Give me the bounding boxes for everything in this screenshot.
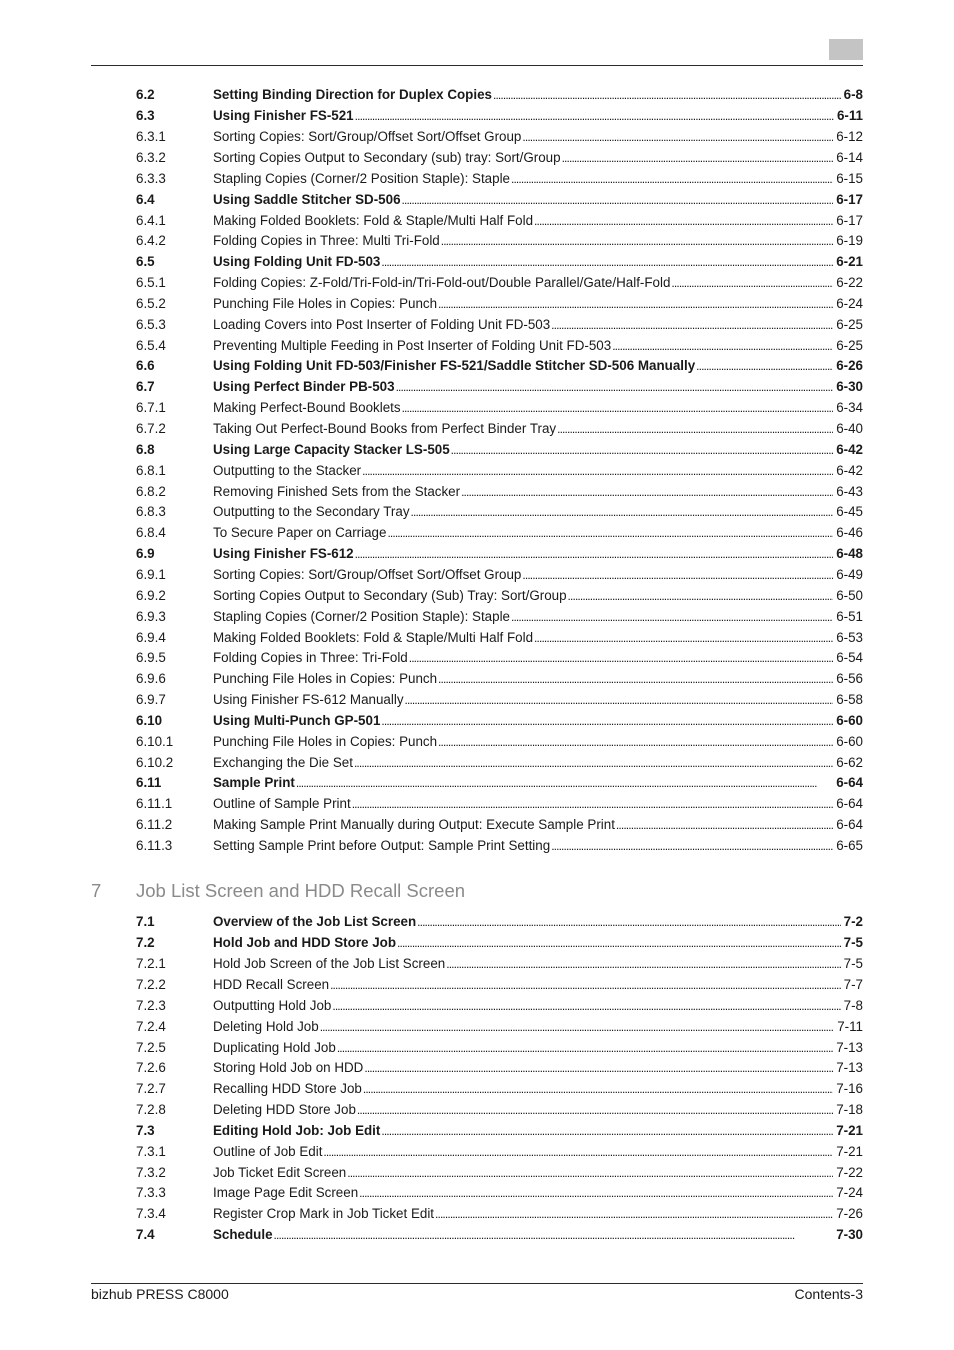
toc-entry[interactable] [136,377,863,398]
toc-entry-title[interactable]: Outline of Sample Print [213,796,351,812]
toc-entry-page[interactable]: 7-13 [836,1039,863,1055]
dot-leader [411,502,834,522]
toc-entry-title[interactable]: Using Finisher FS-612 [213,546,354,562]
dot-leader [511,607,833,627]
toc-entry[interactable] [136,1141,863,1162]
toc-entry-number: 6.5.2 [136,295,166,311]
toc-entry-title[interactable]: Storing Hold Job on HDD [213,1060,364,1076]
toc-entry-number: 6.5.1 [136,275,166,291]
toc-entry[interactable] [136,252,863,273]
toc-entry-page[interactable]: 6-51 [836,608,863,624]
toc-entry-number: 6.4.2 [136,233,166,249]
toc-entry[interactable] [136,1037,863,1058]
header-rule [91,65,863,66]
toc-entry-page[interactable]: 7-24 [836,1185,863,1201]
toc-entry[interactable] [136,502,863,523]
toc-entry-title[interactable]: Preventing Multiple Feeding in Post Inserter of Folding Unit FD-503 [213,337,612,353]
toc-entry-page[interactable]: 6-21 [836,254,863,270]
toc-entry-number: 7.2.1 [136,956,166,972]
toc-entry-title[interactable]: Hold Job and HDD Store Job [213,935,397,951]
toc-entry-page[interactable]: 6-58 [836,692,863,708]
toc-entry[interactable] [136,85,863,106]
toc-entry-title[interactable]: Exchanging the Die Set [213,754,353,770]
toc-entry-number: 7.2.8 [136,1102,166,1118]
toc-entry-title[interactable]: Stapling Copies (Corner/2 Position Staple): Staple [213,170,510,186]
toc-entry[interactable] [136,294,863,315]
toc-entry-page[interactable]: 6-25 [836,316,863,332]
toc-entry[interactable] [136,356,863,377]
dot-leader [337,1038,833,1058]
toc-entry-title[interactable]: Making Folded Booklets: Fold & Staple/Multi Half Fold [213,629,534,645]
toc-entry-page[interactable]: 6-17 [836,191,863,207]
toc-entry-title[interactable]: Recalling HDD Store Job [213,1081,362,1097]
toc-entry[interactable] [136,189,863,210]
toc-entry[interactable] [136,231,863,252]
toc-entry-page[interactable]: 6-26 [836,358,863,374]
toc-entry-page[interactable]: 7-16 [836,1081,863,1097]
dot-leader [534,628,833,648]
toc-entry[interactable] [136,711,863,732]
toc-entry-title[interactable]: Outputting to the Secondary Tray [213,504,410,520]
toc-entry[interactable] [136,995,863,1016]
toc-entry-number: 6.11.2 [136,817,173,833]
dot-leader [396,377,834,397]
toc-entry-number: 6.11.3 [136,838,173,854]
dot-leader [359,1183,833,1203]
toc-entry-title[interactable]: Making Sample Print Manually during Output: Execute Sample Print [213,817,615,833]
toc-entry-title[interactable]: Job Ticket Edit Screen [213,1164,347,1180]
dot-leader [405,690,834,710]
toc-entry-number: 6.4 [136,191,155,207]
toc-entry[interactable] [136,1100,863,1121]
dot-leader [451,440,834,460]
toc-entry-number: 7.1 [136,914,155,930]
dot-leader [387,523,833,543]
toc-entry-page[interactable]: 7-11 [837,1018,863,1034]
toc-entry[interactable] [136,148,863,169]
toc-entry-page[interactable]: 6-60 [836,712,863,728]
toc-entry-number: 6.3.3 [136,170,166,186]
toc-entry[interactable] [136,1183,863,1204]
toc-entry[interactable] [136,690,863,711]
dot-leader [557,419,833,439]
toc-entry[interactable] [136,1079,863,1100]
dot-leader [446,954,840,974]
toc-entry-page[interactable]: 6-64 [836,775,863,791]
toc-entry-title[interactable]: Setting Binding Direction for Duplex Copies [213,87,492,103]
toc-entry-number: 6.3.2 [136,149,166,165]
toc-entry-page[interactable]: 6-56 [836,671,863,687]
footer-product-name: bizhub PRESS C8000 [91,1286,229,1302]
toc-entry-number: 6.2 [136,87,155,103]
toc-entry-number: 6.9.6 [136,671,166,687]
toc-entry-number: 6.7.2 [136,421,166,437]
toc-entry-page[interactable]: 7-26 [836,1206,863,1222]
toc-entry-page[interactable]: 6-46 [836,525,863,541]
toc-entry-title[interactable]: Sample Print [213,775,295,791]
dot-leader [562,148,834,168]
toc-entry[interactable] [136,836,863,857]
toc-entry-page[interactable]: 6-42 [836,441,863,457]
toc-entry[interactable] [136,1162,863,1183]
dot-leader [435,1204,833,1224]
dot-leader [438,294,833,314]
toc-entry-page[interactable]: 7-22 [836,1164,863,1180]
dot-leader [534,211,833,231]
toc-entry-title[interactable]: Hold Job Screen of the Job List Screen [213,956,446,972]
toc-entry-number: 6.11 [136,775,162,791]
dot-leader [320,1017,834,1037]
toc-entry-number: 7.2.7 [136,1081,166,1097]
toc-entry[interactable] [136,106,863,127]
toc-entry-number: 6.8.2 [136,483,166,499]
toc-entry-title[interactable]: Using Large Capacity Stacker LS-505 [213,441,450,457]
toc-entry-page[interactable]: 6-17 [836,212,863,228]
toc-entry-number: 6.11.1 [136,796,173,812]
toc-entry-page[interactable]: 6-49 [836,566,863,582]
toc-entry-page[interactable]: 6-22 [836,275,863,291]
dot-leader [364,1058,833,1078]
toc-entry[interactable] [136,752,863,773]
toc-entry[interactable] [136,565,863,586]
toc-entry[interactable] [136,1204,863,1225]
dot-leader [362,461,833,481]
toc-entry-title[interactable]: Using Perfect Binder PB-503 [213,379,395,395]
toc-entry-page[interactable]: 6-48 [836,546,863,562]
toc-entry-number: 6.10 [136,712,163,728]
toc-entry-number: 7.2.5 [136,1039,166,1055]
dot-leader [330,975,841,995]
dot-leader [296,773,833,793]
toc-entry-number: 7.3.3 [136,1185,166,1201]
toc-entry-page[interactable]: 7-21 [836,1143,863,1159]
toc-entry-page[interactable]: 6-62 [836,754,863,770]
toc-entry[interactable] [136,933,863,954]
footer-rule [91,1283,863,1284]
dot-leader [511,169,833,189]
toc-entry-title[interactable]: Using Finisher FS-521 [213,108,354,124]
toc-entry-number: 6.5.4 [136,337,166,353]
toc-entry[interactable] [136,1058,863,1079]
toc-entry-number: 6.4.1 [136,212,166,228]
toc-entry[interactable] [136,460,863,481]
toc-entry-page[interactable]: 7-30 [836,1227,863,1243]
toc-entry[interactable] [136,606,863,627]
toc-entry-number: 6.8.3 [136,504,166,520]
toc-entry-page[interactable]: 6-19 [836,233,863,249]
dot-leader [402,398,834,418]
dot-leader [612,336,833,356]
toc-entry-title[interactable]: Making Folded Booklets: Fold & Staple/Multi Half Fold [213,212,534,228]
toc-entry-title[interactable]: Stapling Copies (Corner/2 Position Staple): Staple [213,608,510,624]
toc-entry[interactable] [136,669,863,690]
toc-entry-title[interactable]: Folding Copies in Three: Tri-Fold [213,650,408,666]
toc-entry-page[interactable]: 6-65 [836,838,863,854]
dot-leader [461,482,833,502]
dot-leader [357,1100,833,1120]
dot-leader [332,996,840,1016]
dot-leader [417,912,840,932]
toc-entry-title[interactable]: Using Folding Unit FD-503/Finisher FS-521/Saddle Stitcher SD-506 Manually [213,358,696,374]
toc-entry-title[interactable]: Loading Covers into Post Inserter of Folding Unit FD-503 [213,316,551,332]
toc-entry-page[interactable]: 6-43 [836,483,863,499]
dot-leader [274,1225,834,1245]
dot-leader [323,1142,833,1162]
dot-leader [568,586,834,606]
toc-entry-title[interactable]: Editing Hold Job: Job Edit [213,1122,381,1138]
toc-entry-number: 7.2.2 [136,976,166,992]
toc-entry[interactable] [136,1016,863,1037]
toc-entry-page[interactable]: 6-45 [836,504,863,520]
toc-entry-title[interactable]: Folding Copies in Three: Multi Tri-Fold [213,233,440,249]
toc-entry-title[interactable]: Using Saddle Stitcher SD-506 [213,191,401,207]
toc-entry-title[interactable]: Setting Sample Print before Output: Sample Print Setting [213,838,551,854]
toc-entry-number: 6.6 [136,358,155,374]
toc-entry-title[interactable]: Making Perfect-Bound Booklets [213,400,401,416]
toc-entry-title[interactable]: Using Multi-Punch GP-501 [213,712,381,728]
dot-leader [551,836,833,856]
toc-entry-number: 6.8 [136,441,155,457]
toc-entry-page[interactable]: 6-50 [836,587,863,603]
toc-entry-number: 7.2 [136,935,155,951]
toc-entry-page[interactable]: 6-11 [836,108,863,124]
dot-leader [441,231,833,251]
toc-entry-page[interactable]: 6-34 [836,400,863,416]
dot-leader [402,190,834,210]
toc-entry-page[interactable]: 6-12 [836,129,863,145]
toc-entry[interactable] [136,168,863,189]
toc-entry[interactable] [136,912,863,933]
toc-entry-page[interactable]: 6-42 [836,462,863,478]
dot-leader [381,711,833,731]
dot-leader [522,127,833,147]
toc-entry-page[interactable]: 6-15 [836,170,863,186]
toc-entry[interactable] [136,439,863,460]
toc-entry[interactable] [136,398,863,419]
toc-entry-number: 6.7 [136,379,155,395]
dot-leader [616,815,833,835]
toc-entry[interactable] [136,773,863,794]
toc-entry-number: 6.9.4 [136,629,166,645]
toc-entry-page[interactable]: 7-5 [843,956,863,972]
toc-entry[interactable] [136,314,863,335]
toc-entry-title[interactable]: HDD Recall Screen [213,976,330,992]
toc-entry-title[interactable]: Image Page Edit Screen [213,1185,359,1201]
toc-entry[interactable] [136,419,863,440]
toc-entry-title[interactable]: Overview of the Job List Screen [213,914,417,930]
dot-leader [354,753,833,773]
toc-entry-title[interactable]: Duplicating Hold Job [213,1039,336,1055]
dot-leader [347,1163,833,1183]
toc-entry-page[interactable]: 7-7 [843,976,863,992]
toc-entry-number: 6.3 [136,108,155,124]
toc-entry[interactable] [136,523,863,544]
toc-entry-number: 6.9 [136,546,155,562]
dot-leader [397,933,841,953]
toc-entry-title[interactable]: Folding Copies: Z-Fold/Tri-Fold-in/Tri-Fold-out/Double Parallel/Gate/Half-Fold [213,275,671,291]
toc-entry-title[interactable]: Sorting Copies Output to Secondary (sub) tray: Sort/Group [213,149,561,165]
toc-entry[interactable] [136,731,863,752]
toc-entry-title[interactable]: Outline of Job Edit [213,1143,323,1159]
dot-leader [381,252,833,272]
toc-entry-page[interactable]: 6-25 [836,337,863,353]
toc-entry-number: 6.3.1 [136,129,166,145]
toc-entry-page[interactable]: 7-21 [836,1122,863,1138]
toc-entry[interactable] [136,648,863,669]
toc-entry[interactable] [136,210,863,231]
dot-leader [355,106,834,126]
toc-entry-number: 6.7.1 [136,400,166,416]
toc-entry[interactable] [136,1121,863,1142]
toc-entry-page[interactable]: 7-2 [843,914,863,930]
toc-entry-title[interactable]: Outputting to the Stacker [213,462,362,478]
dot-leader [671,273,833,293]
toc-entry-page[interactable]: 7-5 [843,935,863,951]
toc-entry-number: 6.10.2 [136,754,174,770]
toc-entry-page[interactable]: 6-64 [836,817,863,833]
toc-entry-number: 7.2.3 [136,997,166,1013]
toc-entry-page[interactable]: 6-53 [836,629,863,645]
toc-entry[interactable] [136,335,863,356]
toc-entry-number: 7.2.4 [136,1018,166,1034]
toc-entry-number: 6.9.2 [136,587,166,603]
toc-entry[interactable] [136,273,863,294]
toc-entry-number: 7.3.2 [136,1164,166,1180]
dot-leader [438,669,833,689]
toc-entry-number: 6.9.3 [136,608,166,624]
toc-entry-number: 6.5.3 [136,316,166,332]
toc-entry-title[interactable]: Using Folding Unit FD-503 [213,254,381,270]
toc-entry-title[interactable]: Punching File Holes in Copies: Punch [213,671,438,687]
toc-entry-title[interactable]: Removing Finished Sets from the Stacker [213,483,461,499]
dot-leader [522,565,833,585]
toc-entry-number: 6.5 [136,254,155,270]
dot-leader [551,315,833,335]
toc-entry[interactable] [136,1225,863,1246]
toc-entry-title[interactable]: Register Crop Mark in Job Ticket Edit [213,1206,435,1222]
toc-entry-page[interactable]: 7-13 [836,1060,863,1076]
toc-entry-page[interactable]: 6-60 [836,733,863,749]
toc-entry[interactable] [136,585,863,606]
toc-entry-page[interactable]: 6-40 [836,421,863,437]
toc-entry[interactable] [136,481,863,502]
toc-entry[interactable] [136,954,863,975]
toc-entry[interactable] [136,544,863,565]
toc-entry-title[interactable]: Deleting Hold Job [213,1018,319,1034]
toc-entry-number: 6.9.5 [136,650,166,666]
toc-entry-page[interactable]: 6-54 [836,650,863,666]
dot-leader [381,1121,833,1141]
toc-entry-page[interactable]: 6-24 [836,295,863,311]
dot-leader [355,544,834,564]
toc-entry-number: 6.8.4 [136,525,166,541]
toc-entry-page[interactable]: 7-18 [836,1102,863,1118]
toc-entry-page[interactable]: 6-30 [836,379,863,395]
toc-entry[interactable] [136,127,863,148]
toc-entry[interactable] [136,975,863,996]
toc-entry[interactable] [136,627,863,648]
toc-entry-page[interactable]: 6-64 [836,796,863,812]
toc-entry-title[interactable]: Sorting Copies Output to Secondary (Sub) Tray: Sort/Group [213,587,567,603]
toc-entry-number: 6.9.1 [136,566,166,582]
toc-entry-number: 7.3 [136,1122,155,1138]
toc-entry-title[interactable]: Sorting Copies: Sort/Group/Offset Sort/Offset Group [213,129,522,145]
footer-page-label: Contents-3 [794,1286,863,1302]
toc-entry-title[interactable]: To Secure Paper on Carriage [213,525,387,541]
chapter-number: 7 [91,880,102,901]
toc-entry-number: 7.3.4 [136,1206,166,1222]
toc-entry-title[interactable]: Sorting Copies: Sort/Group/Offset Sort/Offset Group [213,566,522,582]
toc-entry-number: 7.2.6 [136,1060,166,1076]
dot-leader [438,732,833,752]
toc-entry-title[interactable]: Deleting HDD Store Job [213,1102,356,1118]
toc-entry-number: 6.8.1 [136,462,166,478]
toc-entry-number: 7.4 [136,1227,155,1243]
toc-entry-page[interactable]: 6-8 [843,87,863,103]
toc-entry-title[interactable]: Using Finisher FS-612 Manually [213,692,404,708]
toc-entry-page[interactable]: 7-8 [843,997,863,1013]
toc-entry-title[interactable]: Outputting Hold Job [213,997,332,1013]
toc-entry[interactable] [136,794,863,815]
toc-entry-title[interactable]: Punching File Holes in Copies: Punch [213,733,438,749]
chapter-title[interactable]: Job List Screen and HDD Recall Screen [136,880,466,901]
toc-entry-number: 6.10.1 [136,733,174,749]
dot-leader [493,85,841,105]
dot-leader [363,1079,833,1099]
dot-leader [352,794,833,814]
toc-entry-title[interactable]: Schedule [213,1227,273,1243]
toc-entry-number: 6.9.7 [136,692,166,708]
chapter-heading [91,880,465,902]
dot-leader [696,356,833,376]
toc-entry-number: 7.3.1 [136,1143,166,1159]
dot-leader [409,648,833,668]
toc-entry-page[interactable]: 6-14 [836,149,863,165]
toc-entry[interactable] [136,815,863,836]
toc-entry-title[interactable]: Taking Out Perfect-Bound Books from Perfect Binder Tray [213,421,557,437]
chapter-tab-marker [829,39,863,60]
toc-entry-title[interactable]: Punching File Holes in Copies: Punch [213,295,438,311]
